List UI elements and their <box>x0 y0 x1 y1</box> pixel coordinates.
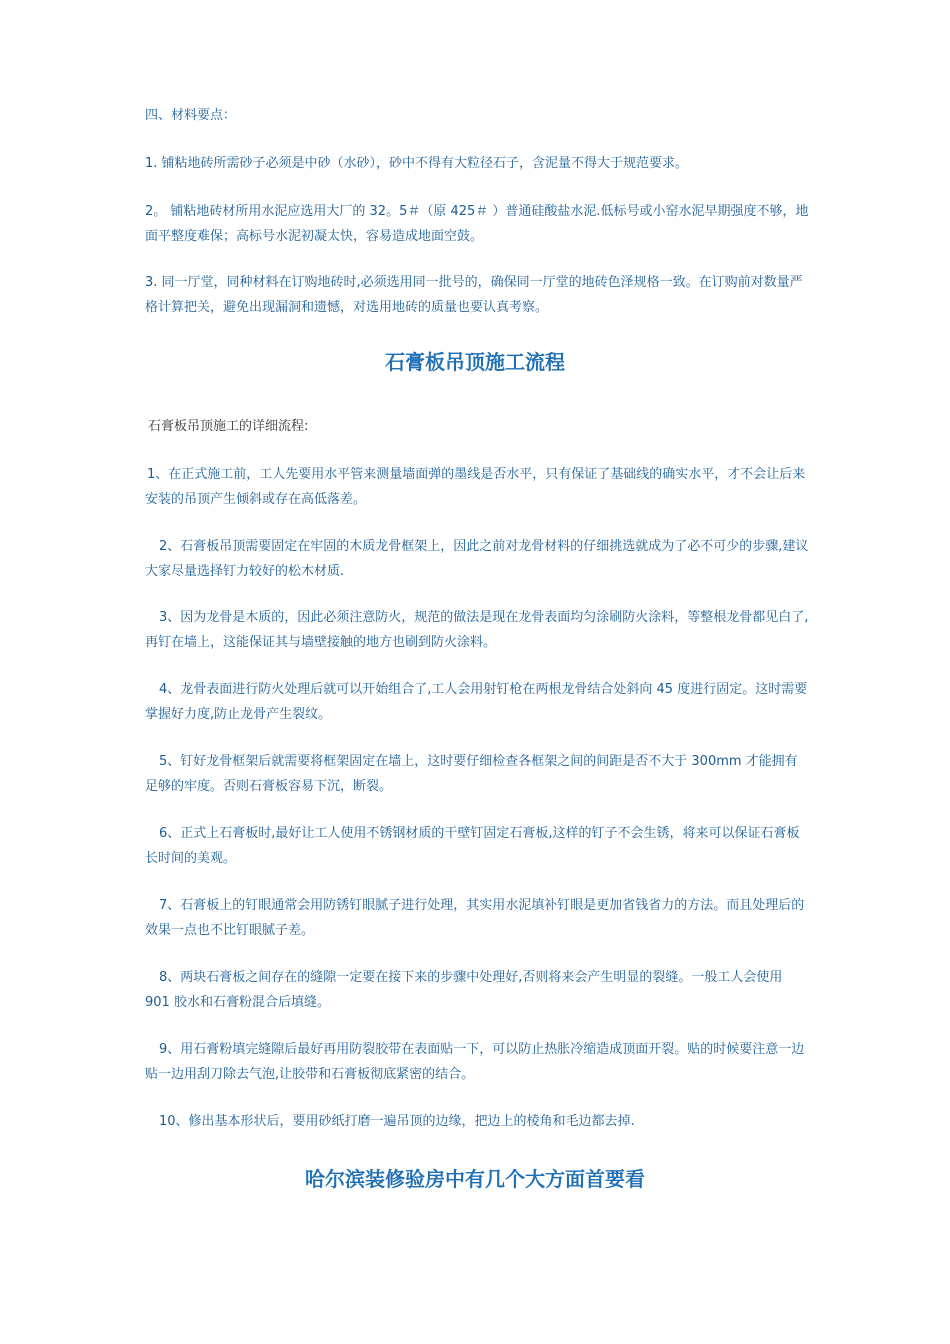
gypsum-step-3: 3、因为龙骨是木质的，因此必须注意防火，规范的做法是现在龙骨表面均匀涂刷防火涂料，等整根龙骨都见白了,再钉在墙上，这能保证其与墙壁接触的地方也刷到防火涂料。 <box>145 610 809 650</box>
materials-item-3: 3. 同一厅堂，同种材料在订购地砖时,必须选用同一批号的，确保同一厅堂的地砖色泽规格一致。在订购前对数量严格计算把关，避免出现漏洞和遗憾，对选用地砖的质量也要认真考察。 <box>145 275 803 315</box>
gypsum-step-5: 5、钉好龙骨框架后就需要将框架固定在墙上，这时要仔细检查各框架之间的间距是否不大于 300mm 才能拥有足够的牢度。否则石膏板容易下沉，断裂。 <box>145 754 798 794</box>
materials-item-2: 2。 铺粘地砖材所用水泥应选用大厂的 32。5＃（原 425＃ ）普通硅酸盐水泥.低标号或小窑水泥早期强度不够，地面平整度难保；高标号水泥初凝太快，容易造成地面空鼓。 <box>145 204 809 244</box>
gypsum-step-1: 1、在正式施工前，工人先要用水平管来测量墙面弹的墨线是否水平，只有保证了基础线的确实水平，才不会让后来安装的吊顶产生倾斜或存在高低落差。 <box>145 467 806 507</box>
gypsum-step-4: 4、龙骨表面进行防火处理后就可以开始组合了,工人会用射钉枪在两根龙骨结合处斜向 45 度进行固定。这时需要掌握好力度,防止龙骨产生裂纹。 <box>145 682 808 722</box>
materials-title: 四、材料要点： <box>145 108 237 123</box>
gypsum-step-7: 7、石膏板上的钉眼通常会用防锈钉眼腻子进行处理，其实用水泥填补钉眼是更加省钱省力的方法。而且处理后的效果一点也不比钉眼腻子差。 <box>145 898 805 938</box>
gypsum-step-9: 9、用石膏粉填完缝隙后最好再用防裂胶带在表面贴一下，可以防止热胀冷缩造成顶面开裂。贴的时候要注意一边贴一边用刮刀除去气泡,让胶带和石膏板彻底紧密的结合。 <box>145 1042 805 1082</box>
gypsum-intro: 石膏板吊顶施工的详细流程: <box>148 419 309 434</box>
harbin-heading: 哈尔滨装修验房中有几个大方面首要看 <box>305 1167 645 1191</box>
gypsum-heading: 石膏板吊顶施工流程 <box>385 350 565 374</box>
gypsum-step-10: 10、修出基本形状后，要用砂纸打磨一遍吊顶的边缘，把边上的棱角和毛边都去掉. <box>159 1114 635 1129</box>
gypsum-step-2: 2、石膏板吊顶需要固定在牢固的木质龙骨框架上，因此之前对龙骨材料的仔细挑选就成为了必不可少的步骤,建议大家尽量选择钉力较好的松木材质. <box>145 539 809 579</box>
materials-item-1: 1. 铺粘地砖所需砂子必须是中砂（水砂），砂中不得有大粒径石子，含泥量不得大于规范要求。 <box>145 156 689 171</box>
gypsum-step-8: 8、两块石膏板之间存在的缝隙一定要在接下来的步骤中处理好,否则将来会产生明显的裂缝。一般工人会使用 901 胶水和石膏粉混合后填缝。 <box>145 970 783 1010</box>
gypsum-step-6: 6、正式上石膏板时,最好让工人使用不锈钢材质的干壁钉固定石膏板,这样的钉子不会生锈，将来可以保证石膏板长时间的美观。 <box>145 826 800 866</box>
